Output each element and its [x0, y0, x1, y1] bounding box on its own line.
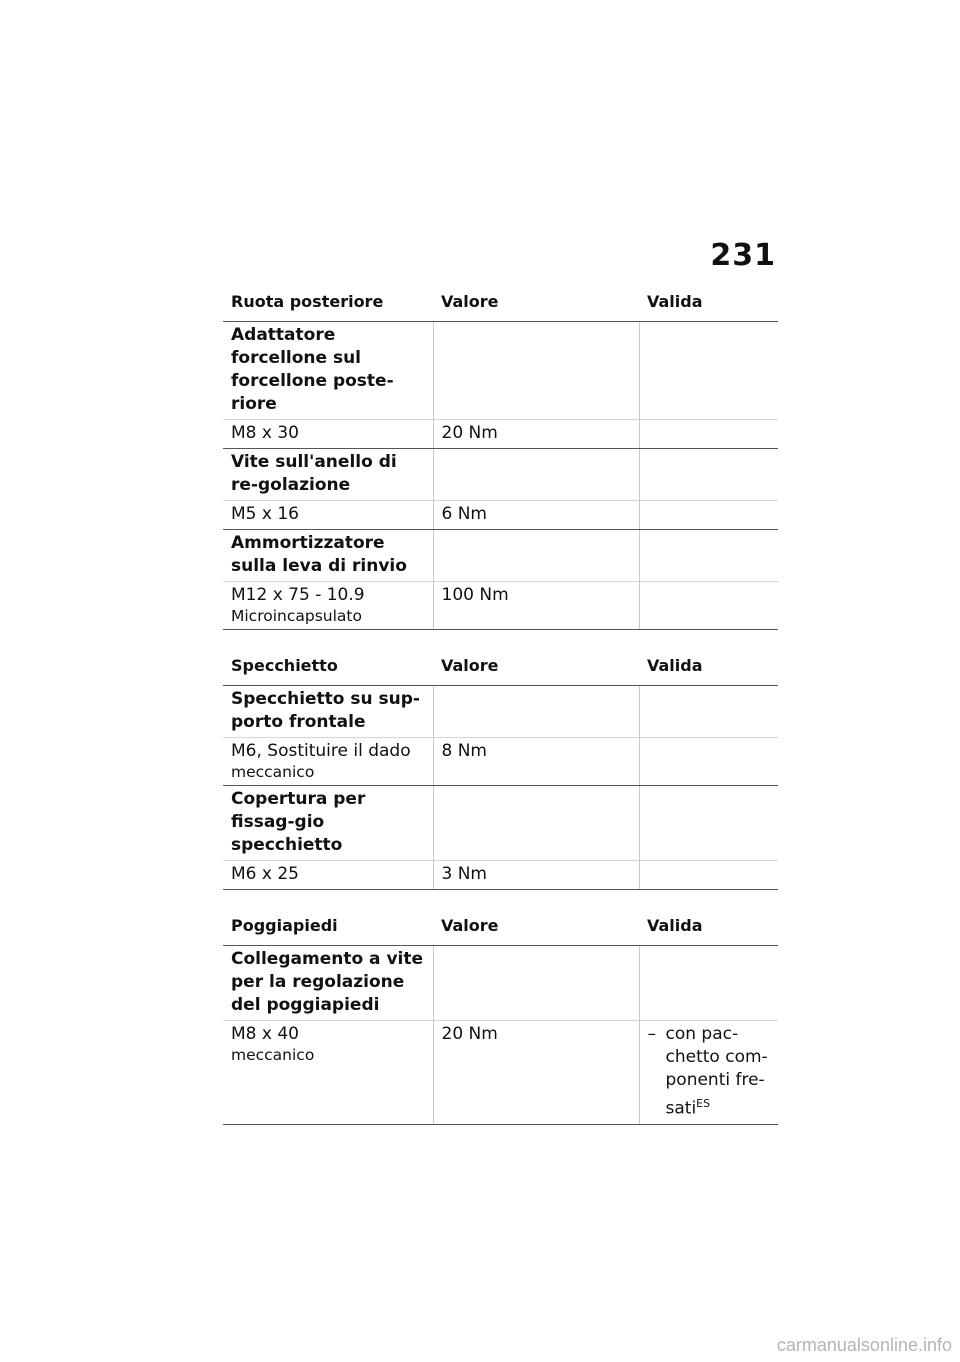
component-label: Vite sull'anello di re-golazione [223, 449, 433, 501]
table-header-row [223, 650, 778, 686]
component-label-row [223, 786, 778, 861]
component-label-row [223, 322, 778, 420]
value-row [223, 501, 778, 530]
page-number: 231 [710, 238, 776, 273]
fastener-note: Microincapsulato [231, 607, 362, 625]
dash-icon: – [647, 1024, 656, 1044]
component-label: Copertura per fissag-gio specchietto [223, 786, 433, 861]
torque-table-rear-wheel [223, 286, 778, 630]
torque-table-mirror [223, 650, 778, 890]
torque-value: 20 Nm [433, 1021, 639, 1125]
column-header-component: Poggiapiedi [223, 910, 433, 946]
column-header-component: Ruota posteriore [223, 286, 433, 322]
fastener-size: M12 x 75 - 10.9 Microincapsulato [223, 582, 433, 630]
value-row [223, 420, 778, 449]
variant-code: ES [696, 1097, 711, 1110]
torque-value: 8 Nm [433, 738, 639, 786]
component-label-row [223, 946, 778, 1021]
torque-value: 6 Nm [433, 501, 639, 530]
table-header-row [223, 910, 778, 946]
column-header-component: Specchietto [223, 650, 433, 686]
fastener-size: M8 x 30 [223, 420, 433, 449]
fastener-size: M8 x 40 meccanico [223, 1021, 433, 1125]
component-label: Adattatore forcellone sul forcellone poste-riore [223, 322, 433, 420]
component-label-row [223, 530, 778, 582]
component-label-row [223, 686, 778, 738]
value-row [223, 861, 778, 890]
table-header-row [223, 286, 778, 322]
fastener-size: M6, Sostituire il dado meccanico [223, 738, 433, 786]
torque-tables [223, 286, 778, 1125]
validity-note: – con pac-chetto com-ponenti fre-sati$^{ES}$ [639, 1021, 778, 1125]
torque-value: 20 Nm [433, 420, 639, 449]
component-label-row [223, 449, 778, 501]
fastener-note: meccanico [231, 1046, 315, 1064]
torque-value: 100 Nm [433, 582, 639, 630]
column-header-value: Valore [433, 650, 639, 686]
column-header-valid: Valida [639, 286, 778, 322]
component-label: Ammortizzatore sulla leva di rinvio [223, 530, 433, 582]
column-header-value: Valore [433, 910, 639, 946]
fastener-size: M5 x 16 [223, 501, 433, 530]
torque-value: 3 Nm [433, 861, 639, 890]
torque-table-footrest [223, 910, 778, 1125]
column-header-valid: Valida [639, 650, 778, 686]
fastener-note: meccanico [231, 763, 315, 781]
fastener-size: M6 x 25 [223, 861, 433, 890]
watermark: carmanualsonline.info [776, 1335, 952, 1355]
column-header-value: Valore [433, 286, 639, 322]
value-row [223, 738, 778, 786]
component-label: Collegamento a vite per la regolazione del poggiapiedi [223, 946, 433, 1021]
component-label: Specchietto su sup-porto frontale [223, 686, 433, 738]
value-row [223, 582, 778, 630]
value-row [223, 1021, 778, 1125]
column-header-valid: Valida [639, 910, 778, 946]
